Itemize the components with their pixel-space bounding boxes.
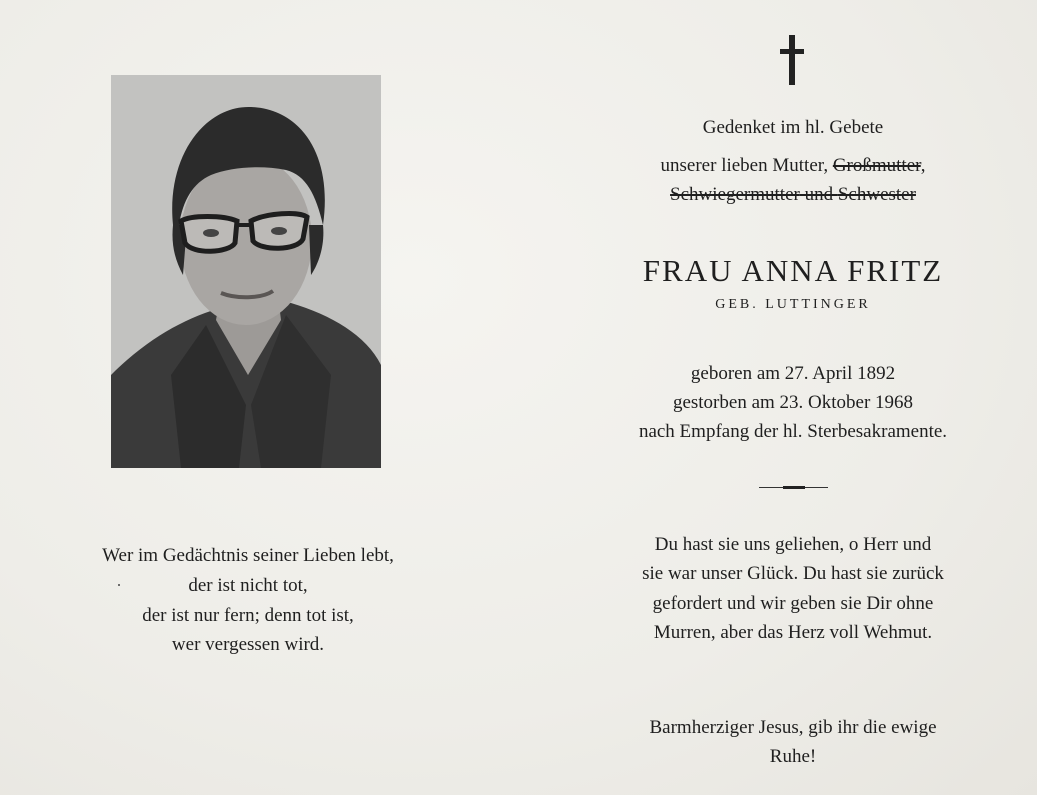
- prayer-line-2-text: unserer lieben Mutter,: [660, 155, 833, 176]
- verse-left-line-3: der ist nur fern; denn tot ist,: [142, 605, 354, 626]
- struck-grandmother: Großmutter: [832, 155, 921, 176]
- deceased-name: FRAU ANNA FRITZ: [642, 253, 944, 288]
- prayer-line-2: [661, 155, 926, 177]
- struck-mother-in-law: Schwiegermutter: [670, 184, 800, 205]
- cross-icon: [778, 35, 806, 87]
- struck-sister: Schwester: [837, 184, 916, 205]
- divider: [759, 487, 828, 488]
- prayer-line-3: [670, 184, 916, 206]
- prayer-line-2-comma: ,: [920, 155, 926, 176]
- verse-right-line-3: gefordert und wir geben sie Dir ohne: [652, 593, 934, 614]
- closing-line-1: Barmherziger Jesus, gib ihr die ewige: [649, 717, 937, 738]
- verse-right-line-2: sie war unser Glück. Du hast sie zurück: [642, 563, 944, 584]
- verse-left-line-1: Wer im Gedächtnis seiner Lieben lebt,: [102, 545, 394, 566]
- verse-right-line-4: Murren, aber das Herz voll Wehmut.: [653, 622, 933, 643]
- speck: [118, 584, 120, 586]
- sacraments-line: nach Empfang der hl. Sterbesakramente.: [638, 421, 948, 442]
- portrait-photo: [111, 75, 381, 468]
- birth-date: geboren am 27. April 1892: [690, 363, 896, 384]
- closing-line-2: Ruhe!: [769, 746, 817, 767]
- prayer-line-1: Gedenket im hl. Gebete: [702, 117, 884, 138]
- maiden-name: GEB. LUTTINGER: [715, 297, 871, 312]
- struck-and: und: [799, 184, 838, 205]
- verse-left-line-2: der ist nicht tot,: [188, 575, 308, 596]
- verse-right-line-1: Du hast sie uns geliehen, o Herr und: [654, 534, 932, 555]
- portrait-illustration: [111, 75, 381, 468]
- death-date: gestorben am 23. Oktober 1968: [672, 392, 914, 413]
- verse-left-line-4: wer vergessen wird.: [171, 634, 325, 655]
